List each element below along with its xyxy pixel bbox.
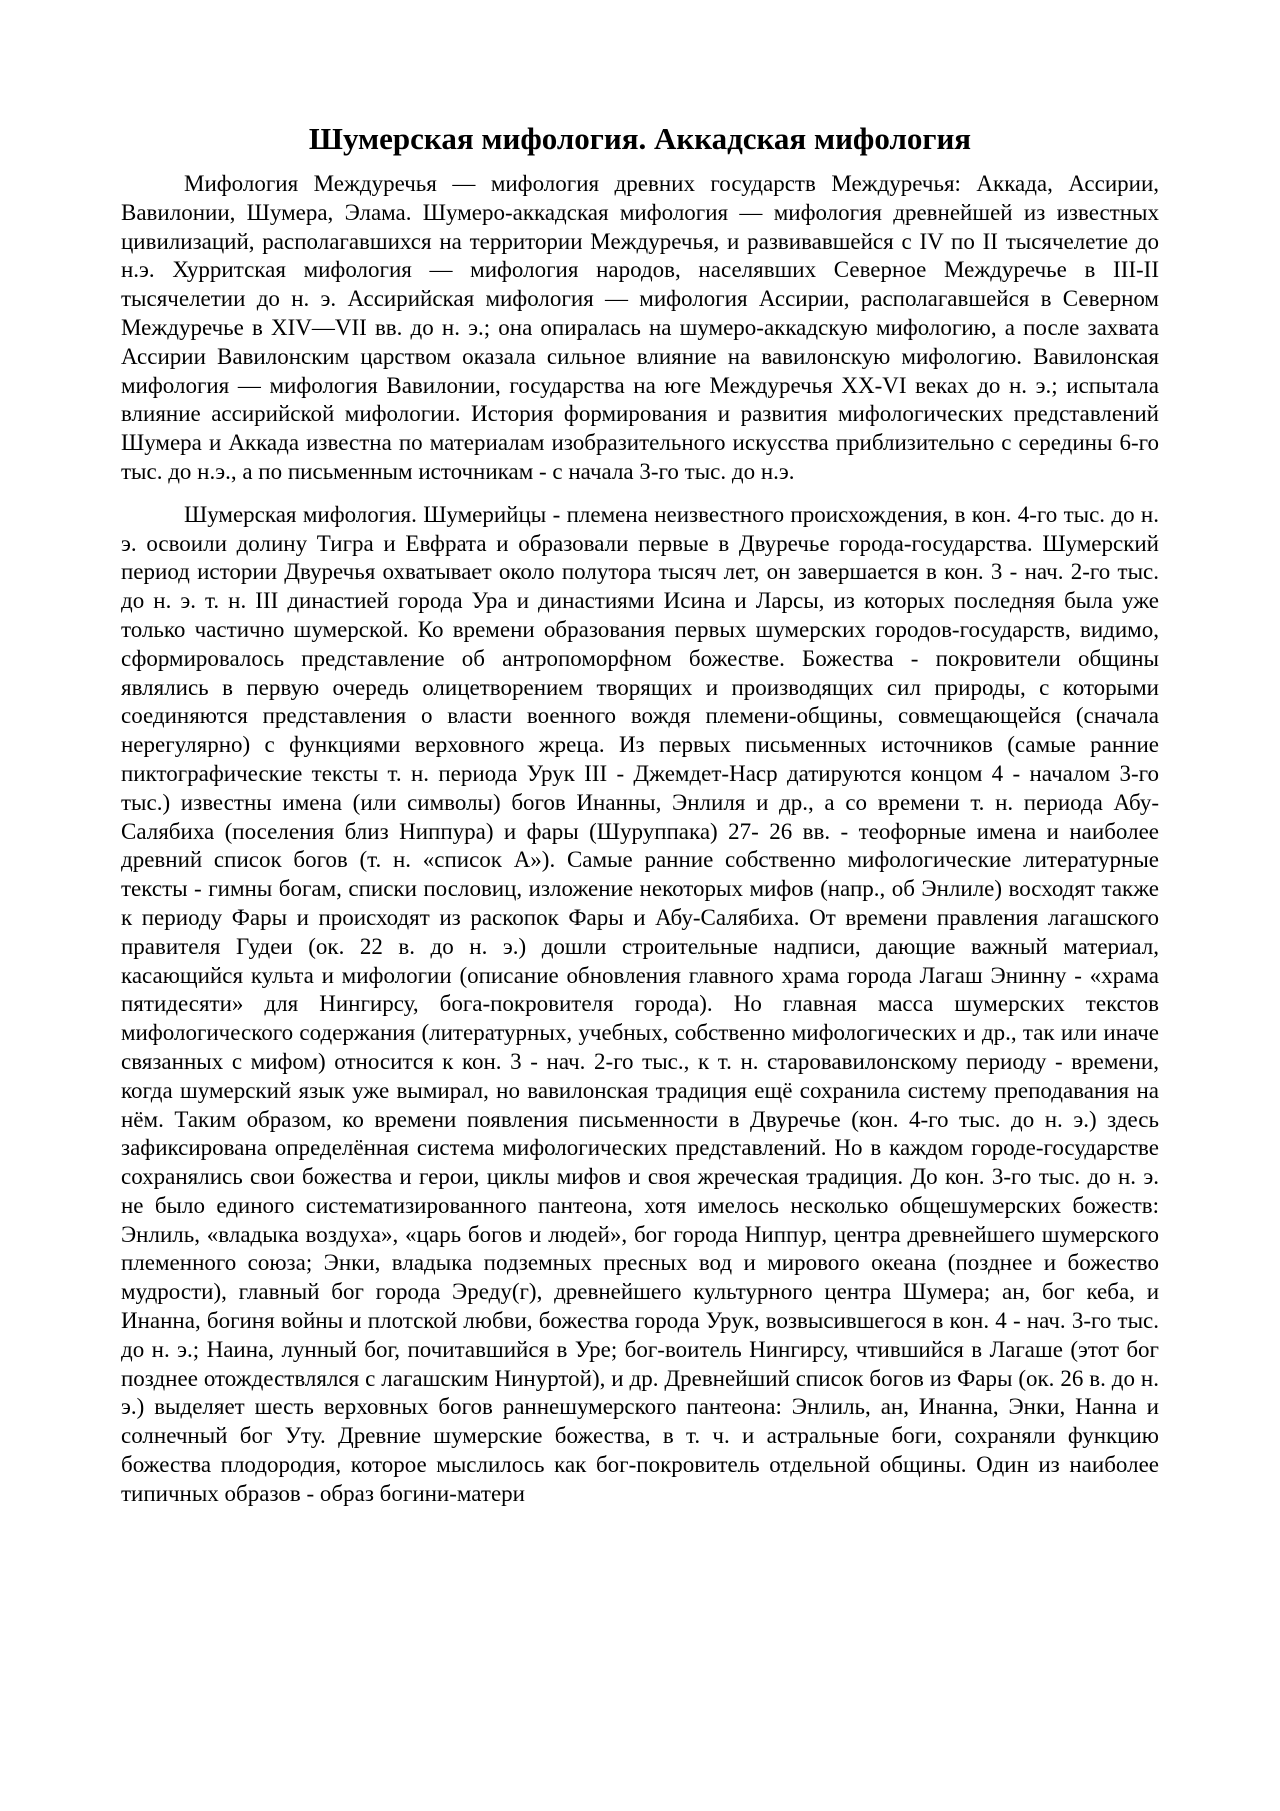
document-title: Шумерская мифология. Аккадская мифология: [308, 121, 972, 156]
document-body: [121, 118, 1159, 1523]
paragraph-sumerian-mythology: Шумерская мифология. Шумерийцы - племена неизвестного происхождения, в кон. 4-го тыс. до н. э. освоили долину Тигра и Евфрата и образовали первые в Двуречье города-государства. Шумерский период истории Двуречья охватывает около полутора тысяч лет, он завершается в кон. 3 - нач. 2-го тыс. до н. э. т. н. III династией города Ура и династиями Исина и Ларсы, из которых последняя была уже только частично шумерской. Ко времени образования первых шумерских городов-государств, видимо, сформировалось представление об антропоморфном божестве. Божества - покровители общины являлись в первую очередь олицетворением творящих и производящих сил природы, с которыми соединяются представления о власти военного вождя племени-общины, совмещающейся (сначала нерегулярно) с функциями верховного жреца. Из первых письменных источников (самые ранние пиктографические тексты т. н. периода Урук III - Джемдет-Наср датируются концом 4 - началом 3-го тыс.) известны имена (или символы) богов Инанны, Энлиля и др., а со времени т. н. периода Абу-Салябиха (поселения близ Ниппура) и фары (Шуруппака) 27- 26 вв. - теофорные имена и наиболее древний список богов (т. н. «список А»). Самые ранние собственно мифологические литературные тексты - гимны богам, списки пословиц, изложение некоторых мифов (напр., об Энлиле) восходят также к периоду Фары и происходят из раскопок Фары и Абу-Салябиха. От времени правления лагашского правителя Гудеи (ок. 22 в. до н. э.) дошли строительные надписи, дающие важный материал, касающийся культа и мифологии (описание обновления главного храма города Лагаш Энинну - «храма пятидесяти» для Нингирсу, бога-покровителя города). Но главная масса шумерских текстов мифологического содержания (литературных, учебных, собственно мифологических и др., так или иначе связанных с мифом) относится к кон. 3 - нач. 2-го тыс., к т. н. старовавилонскому периоду - времени, когда шумерский язык уже вымирал, но вавилонская традиция ещё сохранила систему преподавания на нём. Таким образом, ко времени появления письменности в Двуречье (кон. 4-го тыс. до н. э.) здесь зафиксирована определённая система мифологических представлений. Но в каждом городе-государстве сохранялись свои божества и герои, циклы мифов и своя жреческая традиция. До кон. 3-го тыс. до н. э. не было единого систематизированного пантеона, хотя имелось несколько общешумерских божеств: Энлиль, «владыка воздуха», «царь богов и людей», бог города Ниппур, центра древнейшего шумерского племенного союза; Энки, владыка подземных пресных вод и мирового океана (позднее и божество мудрости), главный бог города Эреду(г), древнейшего культурного центра Шумера; ан, бог кеба, и Инанна, богиня войны и плотской любви, божества города Урук, возвысившегося в кон. 4 - нач. 3-го тыс. до н. э.; Наина, лунный бог, почитавшийся в Уре; бог-воитель Нингирсу, чтившийся в Лагаше (этот бог позднее отождествлялся с лагашским Нинуртой), и др. Древнейший список богов из Фары (ок. 26 в. до н. э.) выделяет шесть верховных богов раннешумерского пантеона: Энлиль, ан, Инанна, Энки, Нанна и солнечный бог Уту. Древние шумерские божества, в т. ч. и астральные боги, сохраняли функцию божества плодородия, которое мыслилось как бог-покровитель отдельной общины. Один из наиболее типичных образов - образ богини-матери: [121, 501, 1159, 1506]
paragraph-intro: Мифология Междуречья — мифология древних государств Междуречья: Аккада, Ассирии, Вавилонии, Шумера, Элама. Шумеро-аккадская мифология — мифология древнейшей из известных цивилизаций, располагавшихся на территории Междуречья, и развивавшейся с IV по II тысячелетие до н.э. Хурритская мифология — мифология народов, населявших Северное Междуречье в III-II тысячелетии до н. э. Ассирийская мифология — мифология Ассирии, располагавшейся в Северном Междуречье в XIV—VII вв. до н. э.; она опиралась на шумеро-аккадскую мифологию, а после захвата Ассирии Вавилонским царством оказала сильное влияние на вавилонскую мифологию. Вавилонская мифология — мифология Вавилонии, государства на юге Междуречья XX-VI веках до н. э.; испытала влияние ассирийской мифологии. История формирования и развития мифологических представлений Шумера и Аккада известна по материалам изобразительного искусства приблизительно с середины 6-го тыс. до н.э., а по письменным источникам - с начала 3-го тыс. до н.э.: [121, 171, 1159, 484]
